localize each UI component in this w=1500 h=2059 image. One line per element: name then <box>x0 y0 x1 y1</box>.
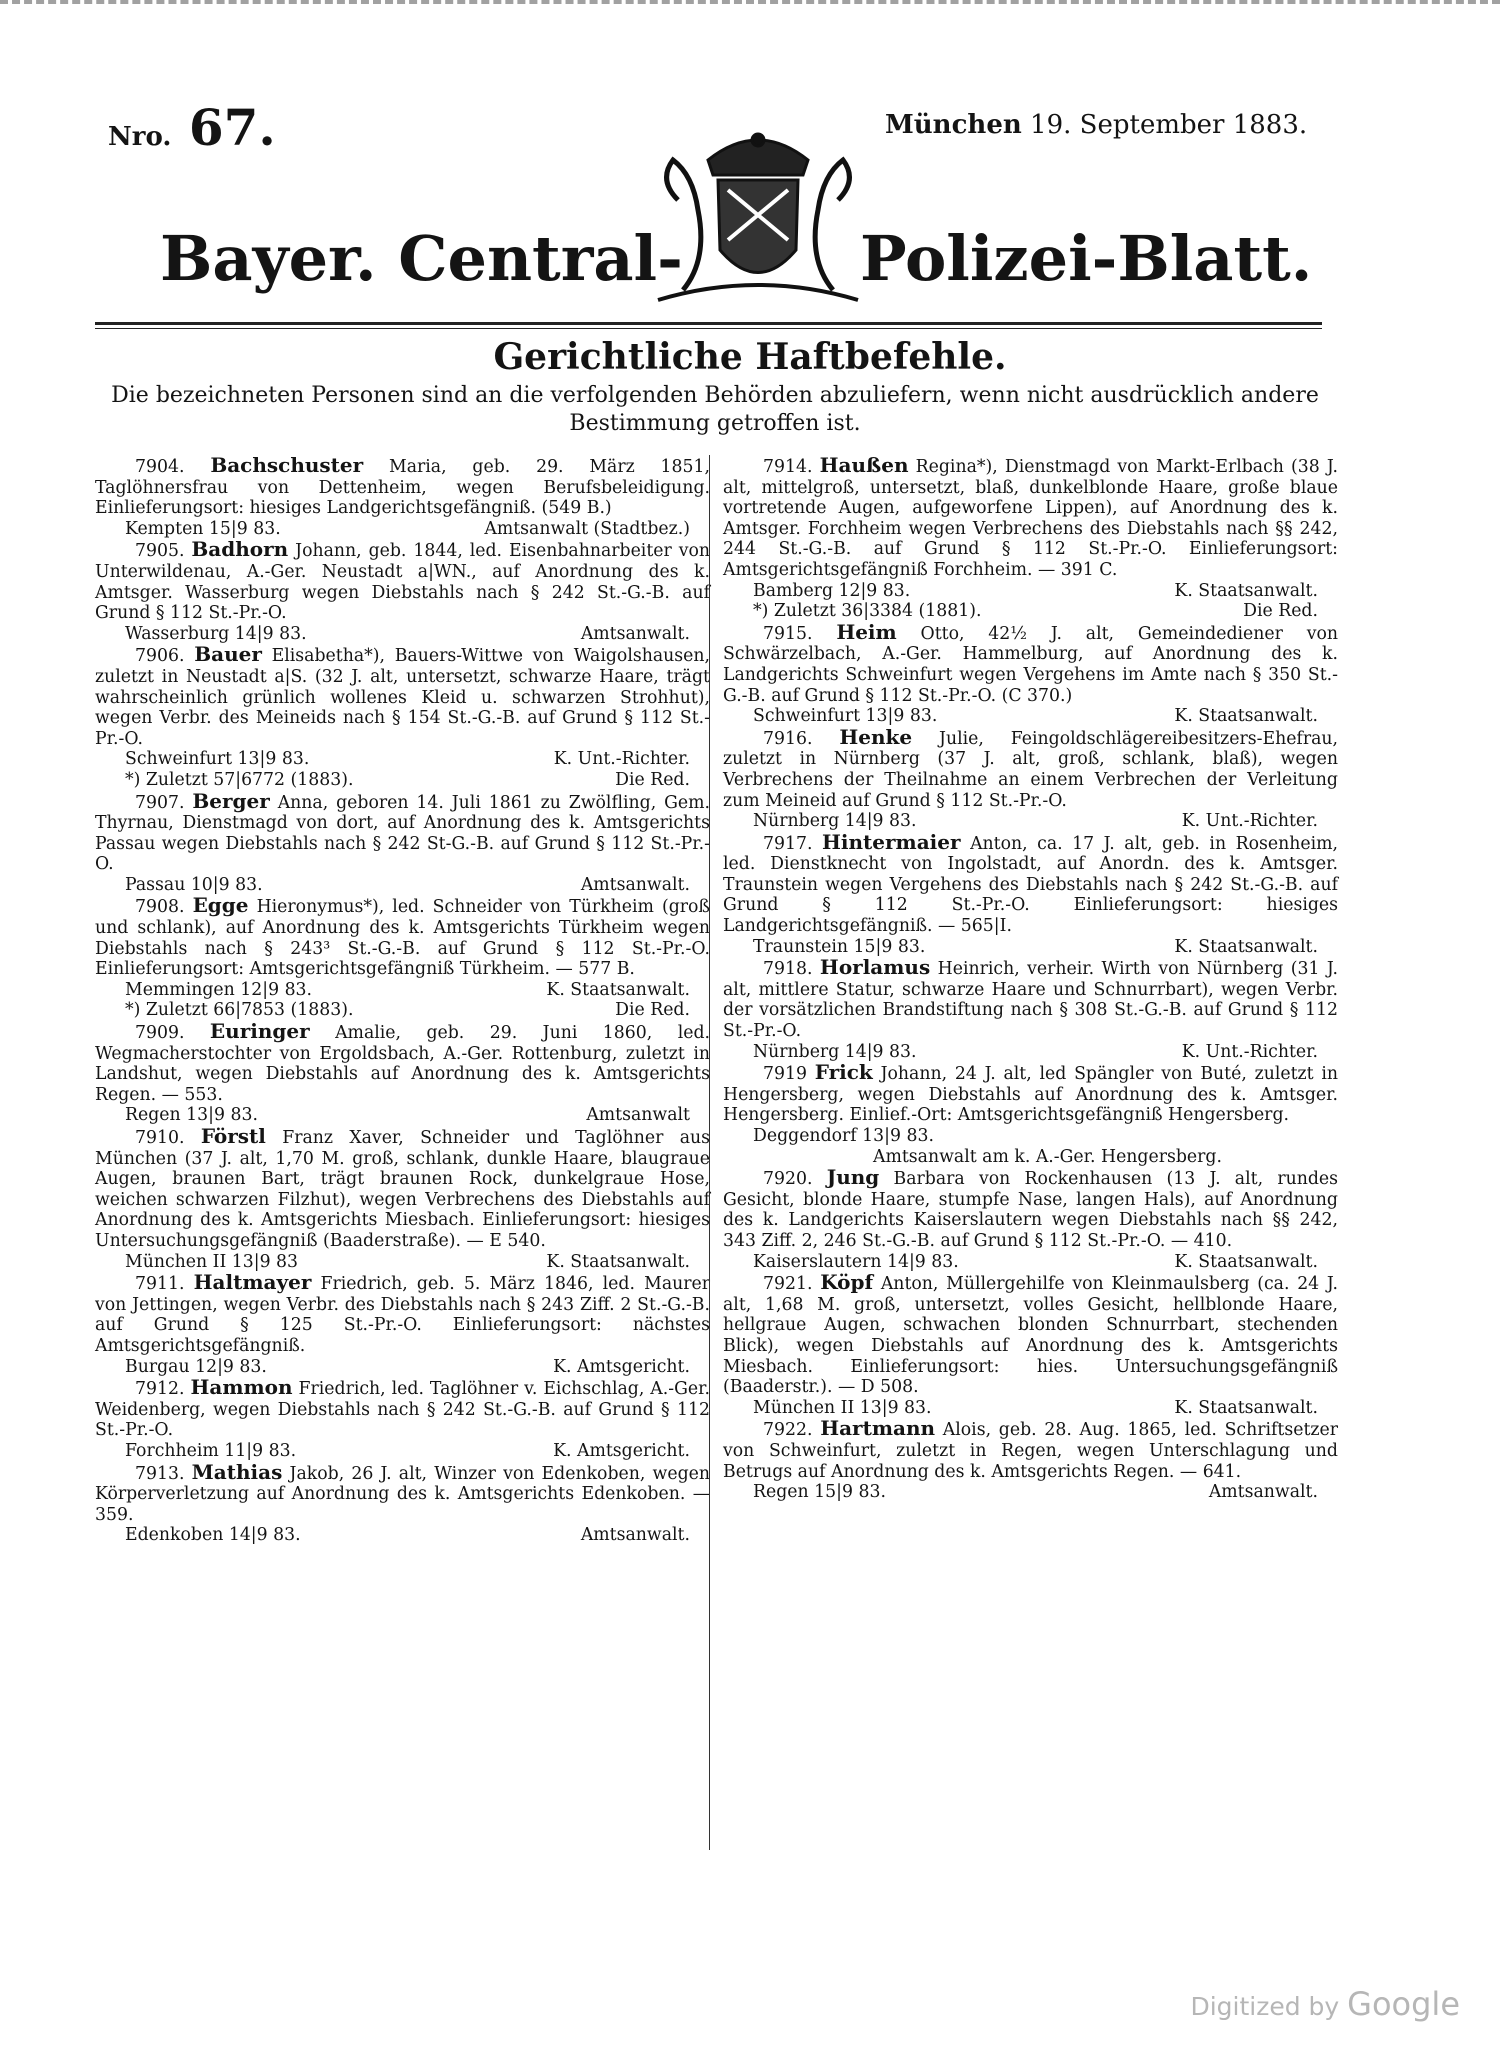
editor-note <box>723 601 1338 622</box>
issuing-authority: K. Unt.-Richter. <box>1181 811 1318 832</box>
warrant-details: Regina*), Dienstmagd von Markt-Erlbach (38 J. alt, mittelgroß, untersetzt, blaß, dunkelblonde Haare, große blaue vortretende Augen, aufgeworfene Lippen), auf Anordnung des k. Amtsger. Forchheim wegen Verbrechens des Diebstahls nach §§ 242, 244 St.-G.-B. auf Grund § 112 St.-Pr.-O. Einlieferungsort: Amtsgerichtsgefängniß Forchheim. — 391 C. <box>723 457 1338 580</box>
issuing-authority: K. Staatsanwalt. <box>1174 580 1318 601</box>
issuing-authority: Amtsanwalt. <box>580 1525 690 1546</box>
warrant-text <box>723 1167 1338 1251</box>
issuing-line <box>95 980 710 1001</box>
warrant-details: Anton, ca. 17 J. alt, geb. in Rosenheim, led. Dienstknecht von Ingolstadt, auf Anordn. des k. Amtsger. Traunstein wegen Vergehens des Diebstahls nach § 242 St.-G.-B. auf Grund § 112 St.-Pr.-O. Einlieferungsort: hiesiges Landgerichtsgefängniß. — 565|I. <box>723 833 1338 937</box>
issuing-authority: K. Amtsgericht. <box>553 1356 690 1377</box>
person-name: Köpf <box>820 1270 874 1295</box>
warrant-entry <box>723 724 1339 832</box>
warrant-entry <box>723 829 1338 958</box>
warrant-number: 7910. <box>135 1128 185 1148</box>
warrant-details: Franz Xaver, Schneider und Taglöhner aus München (37 J. alt, 1,70 M. groß, schlank, dunkle Haare, blaugraue Augen, braunen Bart, trägt braunen Rock, dunkelgraue Hose, weichen schwarzen Filzhut), wegen Verbrechens des Diebstahls auf Anordnung des k. Amtsgerichts Miesbach. Einlieferungsort: hiesiges Untersuchungsgefängniß (Baaderstraße). — E 540. <box>95 1128 710 1251</box>
warrant-entry <box>95 1459 710 1546</box>
warrant-number: 7911. <box>135 1274 185 1295</box>
issuing-place: Burgau 12|9 83. <box>125 1356 267 1377</box>
issuing-authority: Amtsanwalt am k. A.-Ger. Hengersberg. <box>873 1146 1222 1167</box>
issuing-line <box>723 1252 1338 1273</box>
issue-date <box>885 110 1307 140</box>
warrant-details: Friedrich, led. Taglöhner v. Eichschlag, A.-Ger. Weidenberg, wegen Diebstahls nach § 242 St.-G.-B. auf Grund § 112 St.-Pr.-O. <box>95 1379 711 1441</box>
issuing-place-line <box>723 1126 1338 1147</box>
issuing-authority: K. Staatsanwalt. <box>1174 1251 1318 1272</box>
warrant-text <box>95 788 710 875</box>
issue-date-text: 19. September 1883. <box>1030 110 1308 140</box>
warrant-entry <box>95 788 710 896</box>
warrant-entry <box>723 957 1338 1062</box>
warrant-text <box>723 455 1338 581</box>
issuing-authority: K. Staatsanwalt. <box>1174 1397 1318 1418</box>
issue-number <box>108 98 276 157</box>
warrant-details: Elisabetha*), Bauers-Wittwe von Waigolshausen, zuletzt in Neustadt a|S. (32 J. alt, untersetzt, schwarze Haare, trägt wahrscheinlich grünlich wollenes Kleid u. schwarzen Strohhut), wegen Verbr. des Meineids nach § 154 St.-G.-B. auf Grund § 112 St.-Pr.-O. <box>95 646 710 749</box>
issuing-line <box>95 875 710 896</box>
warrant-entry <box>95 455 710 539</box>
warrant-text <box>723 1272 1338 1398</box>
warrant-number: 7914. <box>763 457 813 477</box>
person-name: Euringer <box>209 1019 310 1044</box>
issuing-line <box>95 1357 710 1378</box>
issuing-place: Wasserburg 14|9 83. <box>125 623 307 644</box>
warrant-entry <box>723 1272 1338 1418</box>
warrant-details: Julie, Feingoldschlägereibesitzers-Ehefrau, zuletzt in Nürnberg (37 J. alt, groß, schlank, blaß), wegen Verbrechens der Theilnahme an einem Verbrechen der Verleitung zum Meineid auf Grund § 112 St.-Pr.-O. <box>723 728 1339 811</box>
digitized-footer <box>1190 1985 1460 2023</box>
issuing-place: Nürnberg 14|9 83. <box>753 1041 917 1062</box>
issuing-line <box>723 937 1338 958</box>
warrant-details: Anton, Müllergehilfe von Kleinmaulsberg (ca. 24 J. alt, 1,68 M. groß, untersetzt, volles Gesicht, hellblonde Haare, hellgraue Augen, schwachen blonden Schnurrbart, stechenden Blick), wegen Diebstahls auf Anordnung des k. Amtsgerichts Miesbach. Einlieferungsort: hies. Untersuchungsgefängniß (Baaderstr.). — D 508. <box>723 1274 1338 1398</box>
issuing-place: Nürnberg 14|9 83. <box>753 811 917 832</box>
warrant-text <box>95 895 710 979</box>
issuing-place: Passau 10|9 83. <box>125 874 263 895</box>
issuing-place: Bamberg 12|9 83. <box>753 580 911 601</box>
warrant-number: 7906. <box>135 646 185 667</box>
warrant-entry <box>95 539 710 644</box>
warrant-number: 7922. <box>763 1420 813 1441</box>
warrant-number: 7916. <box>763 728 813 749</box>
warrant-details: Alois, geb. 28. Aug. 1865, led. Schriftsetzer von Schweinfurt, zuletzt in Regen, wegen Unterschlagung und Betrugs auf Anordnung des k. Amtsgerichts Regen. — 641. <box>723 1420 1338 1482</box>
issuing-authority: Amtsanwalt <box>586 1105 690 1126</box>
warrant-text <box>723 1418 1338 1482</box>
warrant-details: Friedrich, geb. 5. März 1846, led. Maurer von Jettingen, wegen Verbr. des Diebstahls nach § 243 Ziff. 2 St.-G.-B. auf Grund § 125 St.-Pr.-O. Einlieferungsort: nächstes Amtsgerichtsgefängniß. <box>95 1274 710 1356</box>
issuing-authority: Amtsanwalt. <box>580 623 690 644</box>
column-divider <box>709 455 710 1850</box>
issuing-place: Traunstein 15|9 83. <box>753 936 926 957</box>
editor-note-sign: Die Red. <box>1243 601 1318 622</box>
person-name: Bachschuster <box>210 453 364 477</box>
masthead-rule <box>95 322 1322 325</box>
warrant-number: 7915. <box>763 623 813 644</box>
warrant-text <box>95 539 710 623</box>
issuing-place: Memmingen 12|9 83. <box>125 979 313 1000</box>
masthead-title-right: Polizei-Blatt. <box>860 222 1313 295</box>
editor-note-text: *) Zuletzt 36|3384 (1881). <box>753 601 982 622</box>
issuing-place: Schweinfurt 13|9 83. <box>753 706 938 727</box>
warrant-number: 7907. <box>135 792 185 813</box>
left-column <box>95 455 710 1546</box>
issuing-line <box>95 1252 710 1273</box>
warrant-text <box>723 1062 1338 1126</box>
warrant-details: Johann, geb. 1844, led. Eisenbahnarbeiter von Unterwildenau, A.-Ger. Neustadt a|WN., auf Anordnung des k. Amtsger. Wasserburg wegen Diebstahls nach § 242 St.-G.-B. auf Grund § 112 St.-Pr.-O. <box>95 541 710 624</box>
issuing-line <box>95 1105 710 1126</box>
warrant-text <box>95 644 710 749</box>
warrant-number: 7909. <box>135 1023 185 1044</box>
issuing-place: Kempten 15|9 83. <box>125 518 281 539</box>
editor-note-text: *) Zuletzt 66|7853 (1883). <box>125 1000 354 1021</box>
warrant-entry <box>723 455 1338 622</box>
warrant-details: Otto, 42½ J. alt, Gemeindediener von Schwärzelbach, A.-Ger. Hammelburg, auf Anordnung des k. Landgerichts Schweinfurt wegen Vergehens im Amte nach § 350 St.-G.-B. auf Grund § 112 St.-Pr.-O. (C 370.) <box>723 623 1338 706</box>
warrant-details: Amalie, geb. 29. Juni 1860, led. Wegmacherstochter von Ergoldsbach, A.-Ger. Rottenburg, zuletzt in Landshut, wegen Diebstahls auf Anordnung des k. Amtsgerichts Regen. — 553. <box>95 1023 710 1105</box>
warrant-text <box>723 829 1338 937</box>
warrant-details: Barbara von Rockenhausen (13 J. alt, rundes Gesicht, blonde Haare, stumpfe Nase, langen Hals), auf Anordnung des k. Landgerichts Kaiserslautern wegen Diebstahls nach §§ 242, 343 Ziff. 2, 246 St.-G.-B. auf Grund § 112 St.-Pr.-O. — 410. <box>723 1169 1339 1251</box>
issue-number-value: 67. <box>188 98 276 157</box>
warrant-details: Maria, geb. 29. März 1851, Taglöhnersfrau von Dettenheim, wegen Berufsbeleidigung. Einlieferungsort: hiesiges Landgerichtsgefängniß. (549 B.) <box>95 457 711 519</box>
warrant-text <box>723 957 1338 1041</box>
warrant-details: Jakob, 26 J. alt, Winzer von Edenkoben, wegen Körperverletzung auf Anordnung des k. Amtsgerichts Edenkoben. — 359. <box>95 1463 710 1525</box>
warrant-text <box>723 724 1339 811</box>
warrant-entry <box>723 619 1338 727</box>
issuing-authority: Amtsanwalt. <box>580 874 690 895</box>
warrant-number: 7904. <box>135 457 185 477</box>
editor-note-sign: Die Red. <box>615 769 690 790</box>
person-name: Egge <box>192 893 249 918</box>
masthead-rule-thin <box>95 328 1322 329</box>
person-name: Hartmann <box>820 1416 936 1441</box>
issuing-authority: K. Staatsanwalt. <box>546 979 690 1000</box>
issuing-place: München II 13|9 83. <box>753 1397 932 1418</box>
issuing-line <box>95 624 710 645</box>
warrant-entry <box>95 644 710 790</box>
warrant-number: 7919 <box>763 1064 807 1085</box>
person-name: Henke <box>839 724 913 749</box>
top-dashed-rule <box>0 0 1500 14</box>
issuing-place: Deggendorf 13|9 83. <box>753 1126 934 1146</box>
issuing-authority: K. Staatsanwalt. <box>546 1251 690 1272</box>
issuing-place: Edenkoben 14|9 83. <box>125 1525 301 1546</box>
warrant-entry <box>95 895 710 1021</box>
person-name: Berger <box>192 788 270 813</box>
person-name: Bauer <box>194 642 262 667</box>
warrant-number: 7918. <box>763 959 813 980</box>
issuing-authority: Amtsanwalt (Stadtbez.) <box>484 518 690 539</box>
person-name: Hintermaier <box>822 829 961 854</box>
warrant-number: 7905. <box>135 541 185 562</box>
person-name: Hammon <box>190 1375 293 1400</box>
editor-note <box>95 770 710 791</box>
person-name: Förstl <box>200 1124 266 1148</box>
warrant-text <box>723 619 1338 706</box>
warrant-entry <box>723 1167 1338 1272</box>
warrant-number: 7917. <box>763 833 813 854</box>
person-name: Haußen <box>819 453 909 477</box>
warrant-details: Anna, geboren 14. Juli 1861 zu Zwölfling, Gem. Thyrnau, Dienstmagd von dort, auf Anordnung des k. Amtsgerichts Passau wegen Diebstahls nach § 242 St-G.-B. auf Grund § 112 St.-Pr.-O. <box>95 792 710 875</box>
issuing-authority: Amtsanwalt. <box>1208 1482 1318 1503</box>
issuing-line <box>723 811 1338 832</box>
issuing-place: Regen 13|9 83. <box>125 1105 258 1126</box>
issuing-line <box>723 581 1338 602</box>
person-name: Frick <box>814 1060 873 1085</box>
person-name: Badhorn <box>191 537 289 562</box>
warrant-text <box>95 1021 710 1105</box>
issuing-place: Forchheim 11|9 83. <box>125 1440 297 1461</box>
issue-city: München <box>885 110 1022 140</box>
person-name: Heim <box>836 619 897 644</box>
issuing-authority: K. Staatsanwalt. <box>1174 706 1318 727</box>
editor-note-text: *) Zuletzt 57|6772 (1883). <box>125 769 354 790</box>
issuing-authority: K. Unt.-Richter. <box>553 749 690 770</box>
section-title: Gerichtliche Haftbefehle. <box>493 336 1007 378</box>
issuing-place: Kaiserslautern 14|9 83. <box>753 1251 959 1272</box>
issuing-line <box>723 1042 1338 1063</box>
warrant-number: 7912. <box>135 1379 185 1400</box>
warrant-number: 7921. <box>763 1274 813 1295</box>
issuing-line <box>95 749 710 770</box>
person-name: Mathias <box>191 1459 283 1484</box>
issuing-line <box>95 1441 710 1462</box>
warrant-number: 7908. <box>135 897 185 918</box>
warrant-text <box>95 1377 710 1441</box>
issuing-line <box>723 1482 1338 1503</box>
issuing-line <box>95 519 710 540</box>
issuing-authority: K. Unt.-Richter. <box>1181 1041 1318 1062</box>
warrant-entry <box>95 1021 710 1126</box>
editor-note <box>95 1000 710 1021</box>
issuing-line <box>723 1398 1338 1419</box>
digitized-label: Digitized by <box>1190 1992 1340 2021</box>
warrant-number: 7920. <box>763 1169 813 1190</box>
issuing-authority-line <box>723 1147 1338 1168</box>
google-logo: Google <box>1347 1985 1460 2023</box>
warrant-entry <box>95 1272 710 1377</box>
warrant-details: Johann, 24 J. alt, led Spängler von Buté, zuletzt in Hengersberg, wegen Diebstahls auf Anordnung des k. Amtsger. Hengersberg. Einlief.-Ort: Amtsgerichtsgefängniß Hengersberg. <box>723 1064 1339 1126</box>
issuing-place: München II 13|9 83 <box>125 1251 299 1272</box>
issuing-line <box>723 706 1338 727</box>
person-name: Jung <box>826 1165 880 1190</box>
issuing-authority: K. Amtsgericht. <box>553 1440 690 1461</box>
editor-note-sign: Die Red. <box>615 1000 690 1021</box>
warrant-text <box>95 455 710 519</box>
issuing-authority: K. Staatsanwalt. <box>1174 936 1318 957</box>
section-intro: Die bezeichneten Personen sind an die verfolgenden Behörden abzuliefern, wenn nicht ausdrücklich andere Bestimmung getroffen ist. <box>111 383 1319 436</box>
warrant-details: Heinrich, verheir. Wirth von Nürnberg (31 J. alt, mittlere Statur, schwarze Haare und Schnurrbart), wegen Verbr. der vorsätzlichen Brandstiftung nach § 308 St.-G.-B. auf Grund § 112 St.-Pr.-O. <box>723 959 1338 1042</box>
warrant-entry <box>723 1062 1338 1167</box>
warrant-entry <box>723 1418 1338 1502</box>
issuing-line <box>95 1525 710 1546</box>
warrant-text <box>95 1126 710 1252</box>
person-name: Horlamus <box>819 955 931 980</box>
warrant-details: Hieronymus*), led. Schneider von Türkheim (groß und schlank), auf Anordnung des k. Amtsgerichts Türkheim wegen Diebstahls nach § 243³ St.-G.-B. auf Grund § 112 St.-Pr.-O. Einlieferungsort: Amtsgerichtsgefängniß Türkheim. — 577 B. <box>95 897 710 980</box>
warrant-text <box>95 1459 710 1526</box>
issuing-place: Regen 15|9 83. <box>753 1482 886 1503</box>
person-name: Haltmayer <box>193 1270 312 1295</box>
issue-number-prefix: Nro. <box>108 122 172 152</box>
warrant-entry <box>95 1126 710 1272</box>
issuing-place: Schweinfurt 13|9 83. <box>125 749 310 770</box>
warrant-entry <box>95 1377 710 1461</box>
masthead-title-left: Bayer. Central- <box>160 222 683 295</box>
right-column <box>723 455 1338 1503</box>
warrant-number: 7913. <box>135 1463 185 1484</box>
warrant-text <box>95 1272 710 1356</box>
